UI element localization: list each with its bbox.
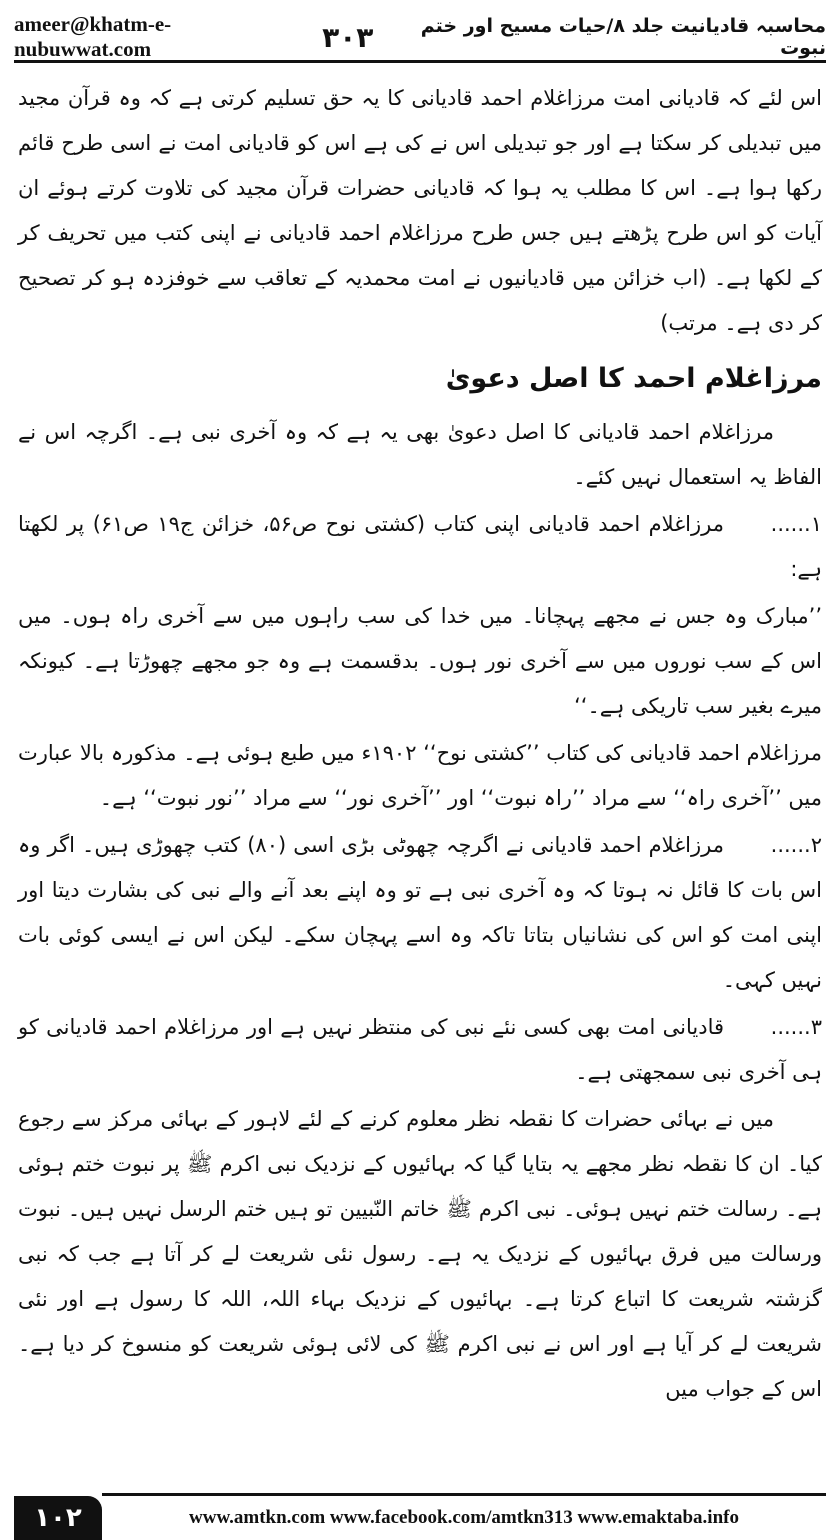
item-3-number: ٣......: [770, 1015, 822, 1039]
section-heading: مرزاغلام احمد کا اصل دعویٰ: [445, 363, 822, 394]
footer-links: www.amtkn.com www.facebook.com/amtkn313 www.emaktaba.info: [102, 1493, 826, 1540]
kashti-paragraph: مرزاغلام احمد قادیانی کی کتاب ’’کشتی نوح‘‘ ۱۹۰۲ء میں طبع ہوئی ہے۔ مذکورہ بالا عبارت میں ’’آخری راہ‘‘ سے مراد ’’راہ نبوت‘‘ اور ’’آخری نور‘‘ سے مراد ’’نور نبوت‘‘ ہے۔: [18, 741, 822, 810]
item-1: [18, 502, 822, 592]
item-3-text: قادیانی امت بھی کسی نئے نبی کی منتظر نہیں ہے اور مرزاغلام احمد قادیانی کو ہی آخری نبی سمجھتی ہے۔: [18, 1015, 822, 1084]
page-body: [18, 76, 822, 1414]
folio-number: ١٠٢: [14, 1496, 102, 1540]
header-left: [14, 12, 373, 62]
quote-paragraph: ’’مبارک وہ جس نے مجھے پہچانا۔ میں خدا کی سب راہوں میں سے آخری راہ ہوں۔ میں اس کے سب نوروں میں سے آخری نور ہوں۔ بدقسمت ہے وہ جو مجھے چھوڑتا ہے۔ کیونکہ میرے بغیر سب تاریکی ہے۔‘‘: [18, 604, 822, 718]
header-email: ameer@khatm-e-nubuwwat.com: [14, 12, 172, 61]
item-3: [18, 1005, 822, 1095]
item-1-number: ١......: [770, 512, 822, 536]
page-number: ٣٠٣: [322, 20, 374, 54]
item-1-text: مرزاغلام احمد قادیانی اپنی کتاب (کشتی نوح ص۵۶، خزائن ج۱۹ ص۶۱) پر لکھتا ہے:: [18, 512, 822, 581]
intro-paragraph: اس لئے کہ قادیانی امت مرزاغلام احمد قادیانی کا یہ حق تسلیم کرتی ہے کہ وہ قرآن مجید میں تبدیلی کر سکتا ہے اور جو تبدیلی اس نے کی ہے اس کو قادیانی امت نے اسی طرح قائم رکھا ہوا ہے۔ اس کا مطلب یہ ہوا کہ قادیانی حضرات قرآن مجید کی تلاوت کرتے ہوئے ان آیات کو اس طرح پڑھتے ہیں جس طرح مرزاغلام احمد قادیانی نے اپنی کتب میں تحریف کر کے لکھا ہے۔ (اب خزائن میں قادیانیوں نے امت محمدیہ کے تعاقب سے خوفزدہ ہو کر تصحیح کر دی ہے۔ مرتب): [18, 86, 822, 335]
page-header: [14, 14, 826, 63]
bahai-paragraph: میں نے بہائی حضرات کا نقطہ نظر معلوم کرنے کے لئے لاہور کے بہائی مرکز سے رجوع کیا۔ ان کا نقطہ نظر مجھے یہ بتایا گیا کہ بہائیوں کے نزدیک نبی اکرم ﷺ پر نبوت ختم ہوئی ہے۔ رسالت ختم نہیں ہوئی۔ نبی اکرم ﷺ خاتم النّبیین تو ہیں ختم الرسل نہیں ہیں۔ نبوت ورسالت میں فرق بہائیوں کے نزدیک یہ ہے۔ رسول نئی شریعت لے کر آتا ہے جب کہ نبی گزشتہ شریعت کا اتباع کرتا ہے۔ بہائیوں کے نزدیک بہاء اللہ، اللہ کا رسول ہے اور نئی شریعت لے کر آیا ہے اور اس نے نبی اکرم ﷺ کی لائی ہوئی شریعت کو منسوخ کر دیا ہے۔ اس کے جواب میں: [18, 1107, 822, 1401]
claim-paragraph: مرزاغلام احمد قادیانی کا اصل دعویٰ بھی یہ ہے کہ وہ آخری نبی ہے۔ اگرچہ اس نے الفاظ یہ استعمال نہیں کئے۔: [18, 420, 822, 489]
item-2: [18, 823, 822, 1003]
running-title: محاسبہ قادیانیت جلد ۸/حیات مسیح اور ختم نبوت: [420, 15, 826, 59]
item-2-number: ٢......: [770, 833, 822, 857]
item-2-text: مرزاغلام احمد قادیانی نے اگرچہ چھوٹی بڑی اسی (۸۰) کتب چھوڑی ہیں۔ اگر وہ اس بات کا قائل نہ ہوتا کہ وہ آخری نبی ہے تو وہ اپنے بعد آنے والے نبی کی بشارت دیتا اور اپنی امت کو اس کی نشانیاں بتاتا تاکہ وہ اسے پہچان سکے۔ لیکن اس نے ایسی کوئی بات نہیں کہی۔: [18, 833, 822, 992]
page-footer: [0, 1488, 840, 1540]
